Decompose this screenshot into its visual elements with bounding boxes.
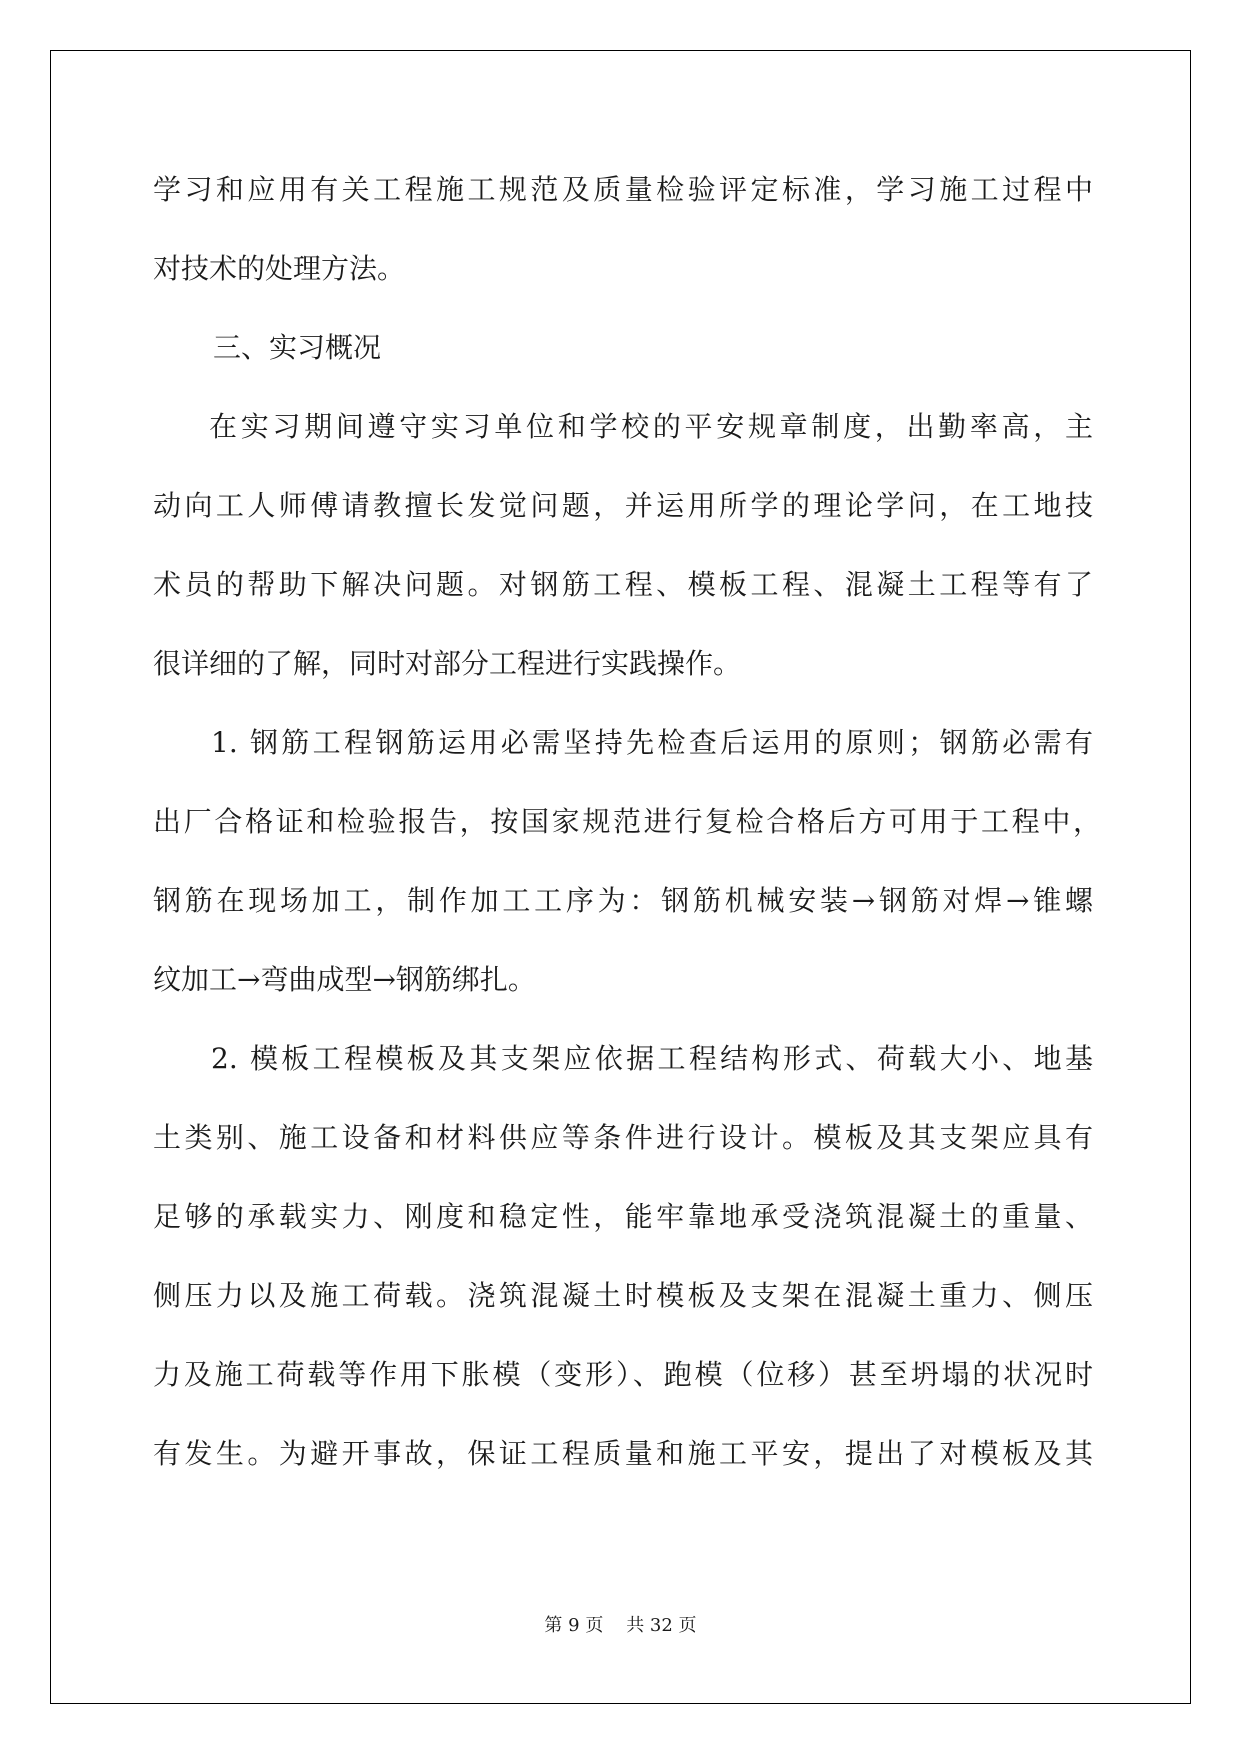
section-heading: 三、实习概况 [213, 331, 382, 364]
text-line-13: 土类别、施工设备和材料供应等条件进行设计。模板及其支架应具有 [153, 1121, 1093, 1154]
text-line-11: 纹加工→弯曲成型→钢筋绑扎。 [153, 963, 536, 996]
text-line-2: 对技术的处理方法。 [153, 252, 406, 285]
text-line-1: 学习和应用有关工程施工规范及质量检验评定标准，学习施工过程中 [153, 173, 1093, 206]
text-line-7: 很详细的了解，同时对部分工程进行实践操作。 [153, 647, 742, 680]
page-number-footer: 第 9 页 共 32 页 [544, 1615, 697, 1636]
text-line-14: 足够的承载实力、刚度和稳定性，能牢靠地承受浇筑混凝土的重量、 [153, 1200, 1093, 1233]
text-line-8: 1. 钢筋工程钢筋运用必需坚持先检查后运用的原则；钢筋必需有 [211, 726, 1093, 759]
text-line-9: 出厂合格证和检验报告，按国家规范进行复检合格后方可用于工程中， [153, 805, 1101, 838]
text-line-16: 力及施工荷载等作用下胀模（变形）、跑模（位移）甚至坍塌的状况时 [153, 1358, 1093, 1391]
text-line-10: 钢筋在现场加工，制作加工工序为：钢筋机械安装→钢筋对焊→锥螺 [153, 884, 1093, 917]
text-line-17: 有发生。为避开事故，保证工程质量和施工平安，提出了对模板及其 [153, 1437, 1093, 1470]
text-line-6: 术员的帮助下解决问题。对钢筋工程、模板工程、混凝土工程等有了 [153, 568, 1093, 601]
text-line-15: 侧压力以及施工荷载。浇筑混凝土时模板及支架在混凝土重力、侧压 [153, 1279, 1093, 1312]
text-line-4: 在实习期间遵守实习单位和学校的平安规章制度，出勤率高，主 [209, 410, 1093, 443]
text-line-5: 动向工人师傅请教擅长发觉问题，并运用所学的理论学问，在工地技 [153, 489, 1093, 522]
text-line-12: 2. 模板工程模板及其支架应依据工程结构形式、荷载大小、地基 [211, 1042, 1093, 1075]
